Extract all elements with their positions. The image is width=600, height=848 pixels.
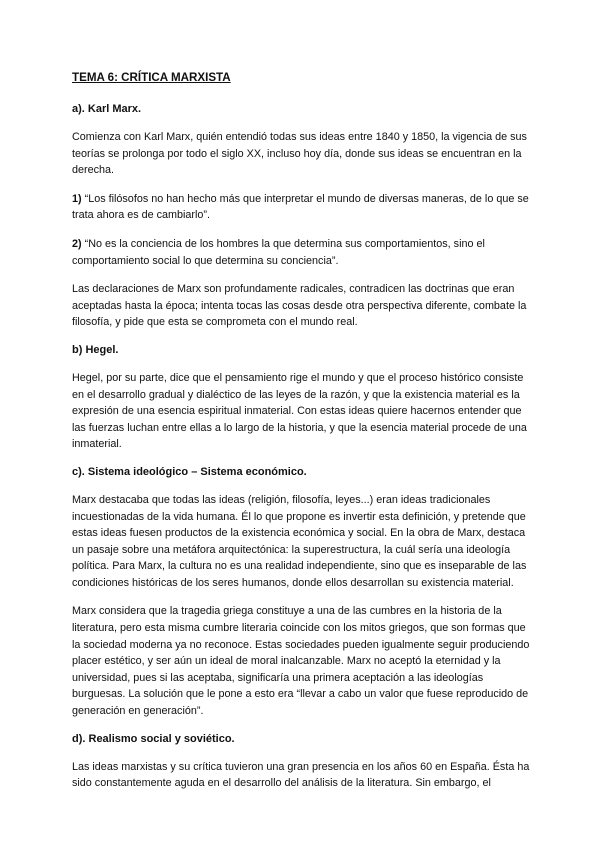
document-page: [72, 70, 534, 804]
paragraph-realismo: Las ideas marxistas y su crítica tuvieron una gran presencia en los años 60 en España. Ésta ha sido constantemente aguda en el desarrollo del análisis de la literatura. Sin embargo, el: [72, 760, 530, 790]
quote-1-number: 1): [72, 192, 82, 205]
paragraph-quote-1: [72, 191, 534, 224]
section-heading-realismo: d). Realismo social y soviético.: [72, 732, 235, 745]
section-heading-hegel: b) Hegel.: [72, 343, 119, 356]
section-heading-karl-marx: a). Karl Marx.: [72, 103, 142, 115]
quote-1-text: “Los filósofos no han hecho más que interpretar el mundo de diversas maneras, de lo que se trata ahora es de cambiarlo”.: [72, 192, 529, 222]
paragraph-sistema-1: Marx destacaba que todas las ideas (religión, filosofía, leyes...) eran ideas tradicionales incuestionadas de la vida humana. Él lo que propone es invertir esta definición, y pretende que estas ideas fuesen productos de la existencia económica y social. En la obra de Marx, destaca un pasaje sobre una metáfora arquitectónica: la superestructura, la cuál sería una ideología política. Para Marx, la cultura no es una realidad independiente, sino que es inseparable de las condiciones históricas de los seres humanos, donde ellos desarrollan su existencia material.: [72, 493, 527, 589]
paragraph-marx-closing: Las declaraciones de Marx son profundamente radicales, contradicen las doctrinas que eran aceptadas hasta la época; intenta tocas las cosas desde otra perspectiva diferente, combate la filosofía, y pide que esta se comprometa con el mundo real.: [72, 283, 527, 329]
section-heading-sistema: c). Sistema ideológico – Sistema económico.: [72, 465, 307, 478]
paragraph-marx-intro: Comienza con Karl Marx, quién entendió todas sus ideas entre 1840 y 1850, la vigencia de sus teorías se prolonga por todo el siglo XX, incluso hoy día, donde sus ideas se encuentran en la derecha.: [72, 131, 527, 177]
quote-2-number: 2): [72, 237, 82, 250]
paragraph-sistema-2: Marx considera que la tragedia griega constituye a una de las cumbres en la historia de la literatura, pero esta misma cumbre literaria coincide con los mitos griegos, que son formas que la sociedad moderna ya no reconoce. Estas sociedades pueden igualmente seguir produciendo placer estético, y ser aún un ideal de moral inalcanzable. Marx no aceptó la eternidad y la universidad, pues si las aceptaba, significaría una primera aceptación a las ideologías burguesas. La solución que le pone a esto era “llevar a cabo un valor que fuese reproducido de generación en generación”.: [72, 605, 530, 718]
document-title: TEMA 6: CRÍTICA MARXISTA: [72, 71, 231, 84]
paragraph-quote-2: [72, 236, 534, 269]
quote-2-text: “No es la conciencia de los hombres la que determina sus comportamientos, sino el comportamiento social lo que determina su conciencia”.: [72, 237, 485, 267]
paragraph-hegel: Hegel, por su parte, dice que el pensamiento rige el mundo y que el proceso histórico consiste en el desarrollo gradual y dialéctico de las leyes de la razón, y que la existencia material es la expresión de una esencia espiritual inmaterial. Con estas ideas quiere hacernos entender que las fuerzas luchan entre ellas a lo largo de la historia, y que la esencia material procede de una inmaterial.: [72, 371, 527, 451]
